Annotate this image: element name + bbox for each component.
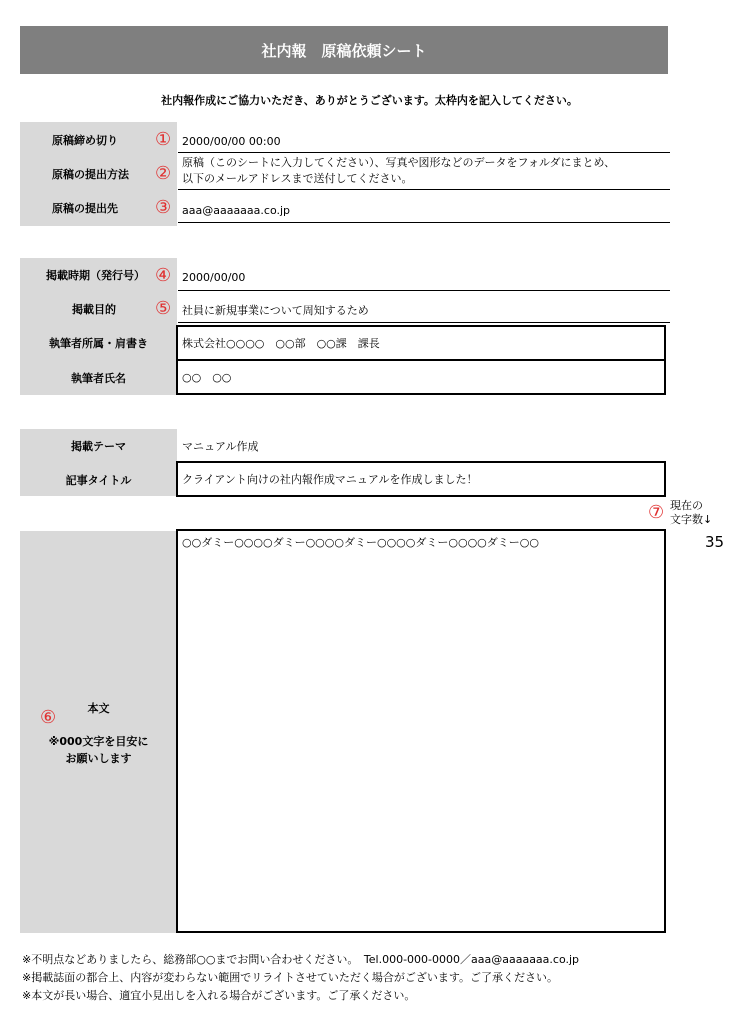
body-note-line1: ※000文字を目安に [48, 735, 149, 748]
footer-note-2: ※掲載誌面の都合上、内容が変わらない範囲でリライトさせていただく場合がございます。ご了承ください。 [22, 971, 559, 984]
submission-method-label: 原稿の提出方法 [52, 168, 129, 181]
marker-4: ④ [155, 265, 172, 286]
instruction-text: 社内報作成にご協力いただき、ありがとうございます。太枠内を記入してください。 [161, 94, 578, 107]
body-label: 本文 [87, 702, 110, 715]
body-text: ○○ダミー○○○○ダミー○○○○ダミー○○○○ダミー○○○○ダミー○○ [182, 536, 539, 549]
publish-date-value: 2000/00/00 [178, 264, 670, 291]
submission-to-label: 原稿の提出先 [52, 202, 118, 215]
submission-method-line1: 原稿（このシートに入力してください）、写真や図形などのデータをフォルダにまとめ、 [182, 156, 616, 169]
body-label-column [20, 531, 177, 933]
article-title-field[interactable]: クライアント向けの社内報作成マニュアルを作成しました！ [176, 461, 666, 497]
theme-label: 掲載テーマ [71, 440, 126, 453]
page-title: 社内報 原稿依頼シート [20, 26, 668, 74]
footer-note-1: ※不明点などありましたら、総務部○○までお問い合わせください。 Tel.000-000-0000／aaa@aaaaaaa.co.jp [22, 953, 580, 966]
author-name-field[interactable]: ○○ ○○ [176, 359, 666, 395]
purpose-value: 社員に新規事業について周知するため [178, 298, 670, 323]
submission-method-line2: 以下のメールアドレスまで送付してください。 [182, 172, 413, 185]
submission-method-value [178, 155, 670, 190]
marker-1: ① [155, 129, 172, 150]
author-title-field[interactable]: 株式会社○○○○ ○○部 ○○課 課長 [176, 325, 666, 361]
char-count-label [670, 499, 712, 527]
author-title-label: 執筆者所属・肩書き [49, 337, 148, 350]
marker-5: ⑤ [155, 298, 172, 319]
marker-6: ⑥ [40, 707, 57, 728]
submission-email-value[interactable]: aaa@aaaaaaa.co.jp [178, 198, 670, 223]
marker-3: ③ [155, 197, 172, 218]
purpose-label: 掲載目的 [72, 303, 116, 316]
marker-2: ② [155, 163, 172, 184]
article-title-label: 記事タイトル [65, 474, 132, 487]
deadline-label: 原稿締め切り [52, 134, 118, 147]
char-count-label-line1: 現在の [670, 499, 703, 512]
marker-7: ⑦ [648, 502, 665, 523]
deadline-value: 2000/00/00 00:00 [178, 130, 670, 153]
theme-value: マニュアル作成 [182, 440, 259, 453]
footer-note-3: ※本文が長い場合、適宜小見出しを入れる場合がございます。ご了承ください。 [22, 989, 416, 1002]
author-name-label: 執筆者氏名 [71, 372, 126, 385]
char-count-label-line2: 文字数↓ [670, 513, 713, 526]
body-text-field[interactable] [176, 529, 666, 933]
body-note-line2: お願いします [65, 752, 132, 765]
body-note [20, 733, 177, 767]
publish-date-label: 掲載時期（発行号） [46, 269, 145, 282]
char-count-value: 35 [705, 533, 725, 551]
